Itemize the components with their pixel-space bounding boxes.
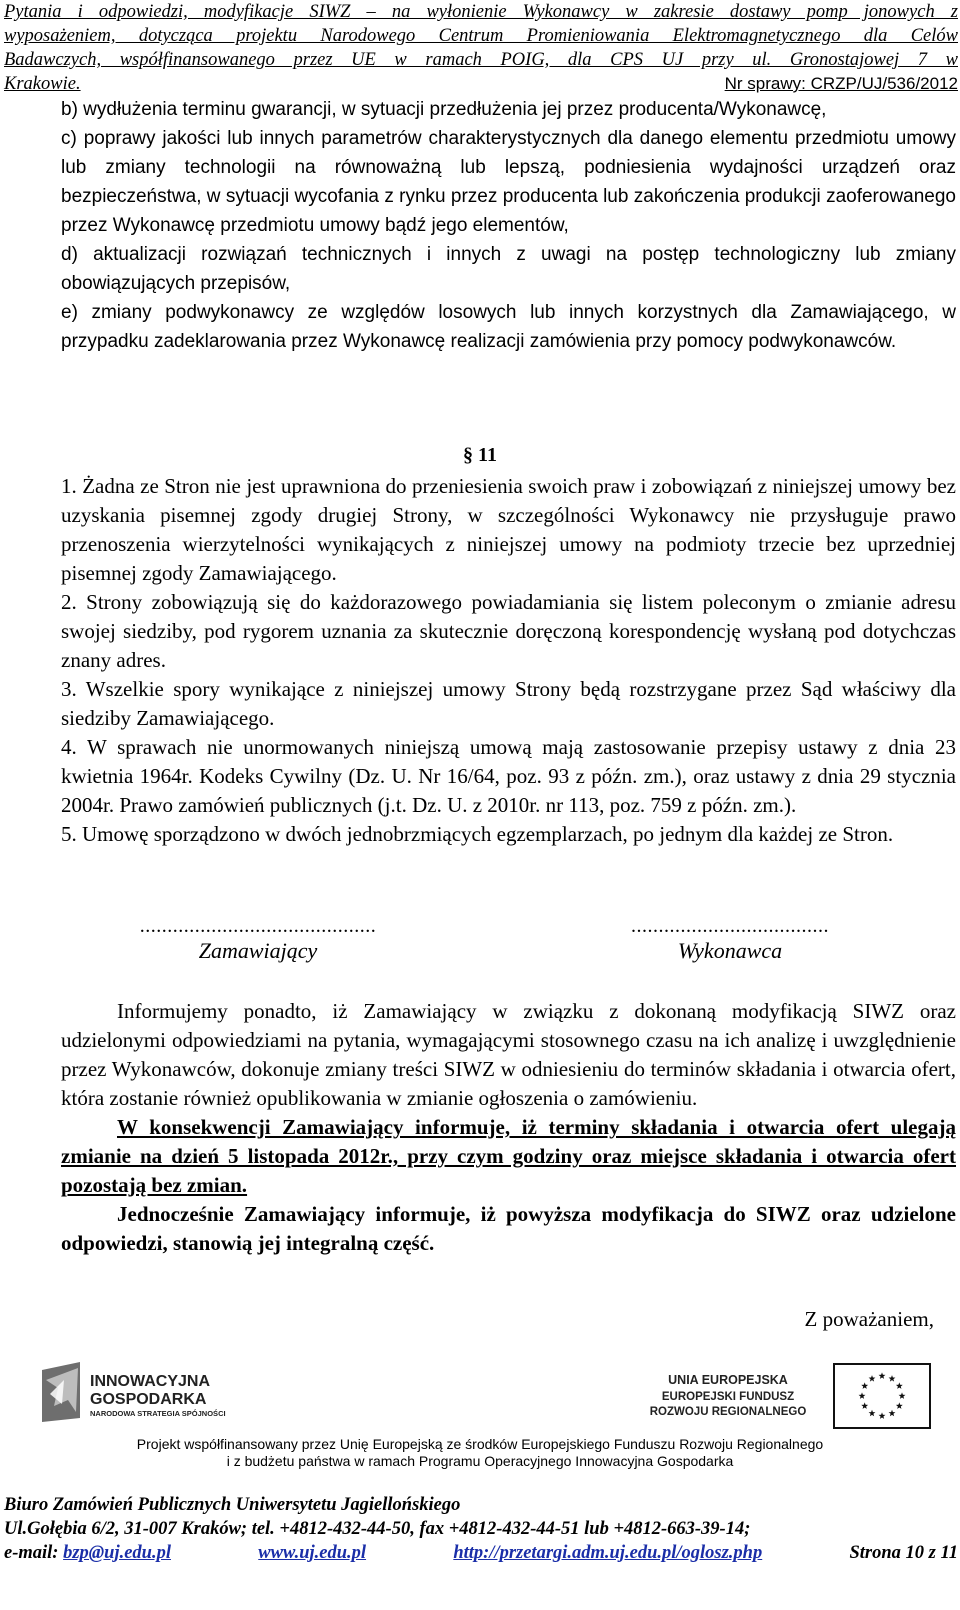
paragraph: 5. Umowę sporządzono w dwóch jednobrzmiących egzemplarzach, po jednym dla każdej ze Stron.	[61, 822, 894, 846]
signature-zamawiajacy	[133, 915, 383, 964]
funding-note	[0, 1436, 960, 1470]
email-label: e-mail:	[4, 1543, 59, 1563]
list-item: b) wydłużenia terminu gwarancji, w sytuacji przedłużenia jej przez producenta/Wykonawcę,	[61, 99, 827, 120]
logo-text: GOSPODARKA	[90, 1391, 207, 1408]
website-link[interactable]: www.uj.edu.pl	[258, 1543, 367, 1563]
tender-link[interactable]: http://przetargi.adm.uj.edu.pl/oglosz.php	[453, 1543, 763, 1563]
section-heading: § 11	[463, 444, 497, 466]
header-line: wyposażeniem, dotycząca projektu Narodowego Centrum Promieniowania Elektromagnetycznego dla Celów	[4, 26, 958, 46]
header-last-line	[4, 72, 958, 96]
regards: Z poważaniem,	[804, 1307, 934, 1331]
office-address: Ul.Gołębia 6/2, 31-007 Kraków; tel. +4812-432-44-50, fax +4812-432-44-51 lub +4812-663-39-14;	[4, 1519, 751, 1539]
ig-emblem-icon	[42, 1362, 80, 1422]
amendment-list	[61, 95, 956, 356]
list-item: c) poprawy jakości lub innych parametrów charakterystycznych dla danego elementu przedmiotu umowy lub zmiany technologii na równoważną lub lepszą, podniesienia wydajności urządzeń oraz bezpieczeństwa, w sytuacji wycofania z rynku przez producenta lub zakończenia produkcji zaoferowanego przez Wykonawcę przedmiotu umowy bądź jego elementów,	[61, 128, 956, 236]
funding-note-line: Projekt współfinansowany przez Unię Europejską ze środków Europejskiego Funduszu Rozwoju Regionalnego	[136, 1436, 824, 1452]
footer-links	[4, 1541, 958, 1565]
funding-note-line: i z budżetu państwa w ramach Programu Operacyjnego Innowacyjna Gospodarka	[226, 1453, 734, 1469]
signature-line: ...........................................	[139, 915, 377, 937]
document-header	[4, 0, 958, 96]
closing-section	[61, 997, 956, 1258]
logo-text: NARODOWA STRATEGIA SPÓJNOŚCI	[90, 1409, 226, 1418]
deadline-change-paragraph: W konsekwencji Zamawiający informuje, iż terminy składania i otwarcia ofert ulegają zmianie na dzień 5 listopada 2012r., przy czym godziny oraz miejsce składania i otwarcia ofert pozostają bez zmian.	[61, 1115, 956, 1197]
signature-line: ....................................	[631, 915, 829, 937]
integral-part-paragraph: Jednocześnie Zamawiający informuje, iż powyższa modyfikacja do SIWZ oraz udzielone odpowiedzi, stanowią jej integralną część.	[61, 1202, 956, 1255]
signature-role: Zamawiający	[198, 938, 318, 963]
signature-role: Wykonawca	[677, 938, 783, 963]
info-paragraph: Informujemy ponadto, iż Zamawiający w związku z dokonaną modyfikacją SIWZ oraz udzielonymi odpowiedziami na pytania, wymagającymi stosownego czasu na ich analizę i uwzględnienie przez Wykonawców, dokonuje zmiany treści SIWZ w odniesieniu do terminów składania i otwarcia ofert, która zostanie również opublikowania w zmianie ogłoszenia o zamówieniu.	[61, 999, 956, 1110]
paragraph: 1. Żadna ze Stron nie jest uprawniona do przeniesienia swoich praw i zobowiązań z niniejszej umowy bez uzyskania pisemnej zgody drugiej Strony, w szczególności Wykonawcy nie przysługuje prawo przenoszenia wierzytelności wynikających z niniejszej umowy na podmioty trzecie bez uprzedniej pisemnej zgody Zamawiającego.	[61, 474, 956, 585]
paragraph: 3. Wszelkie spory wynikające z niniejszej umowy Strony będą rozstrzygane przez Sąd właściwy dla siedziby Zamawiającego.	[61, 677, 956, 730]
paragraph: 4. W sprawach nie unormowanych niniejszą umową mają zastosowanie przepisy ustawy z dnia 23 kwietnia 1964r. Kodeks Cywilny (Dz. U. Nr 16/64, poz. 93 z późn. zm.), oraz ustawy z dnia 29 stycznia 2004r. Prawo zamówień publicznych (j.t. Dz. U. z 2010r. nr 113, poz. 759 z późn. zm.).	[61, 735, 956, 817]
page-number: Strona 10 z 11	[849, 1543, 958, 1563]
logo-text: UNIA EUROPEJSKA	[668, 1373, 788, 1387]
header-line: Krakowie.	[4, 74, 81, 94]
paragraph: 2. Strony zobowiązują się do każdorazowego powiadamiania się listem poleconym o zmianie adresu swojej siedziby, pod rygorem uznania za skutecznie doręczoną korespondencję wysłaną pod dotychczas znany adres.	[61, 590, 956, 672]
logo-text: INNOWACYJNA	[90, 1373, 211, 1390]
section-paragraphs	[61, 472, 956, 849]
innowacyjna-gospodarka-logo	[40, 1360, 270, 1424]
email-link[interactable]: bzp@uj.edu.pl	[63, 1543, 171, 1563]
eu-erdf-logo	[650, 1362, 935, 1430]
office-name: Biuro Zamówień Publicznych Uniwersytetu Jagiellońskiego	[4, 1495, 461, 1515]
logo-text: ROZWOJU REGIONALNEGO	[650, 1406, 807, 1418]
signature-wykonawca	[615, 915, 845, 964]
document-footer	[4, 1493, 958, 1565]
list-item: e) zmiany podwykonawcy ze względów losowych lub innych korzystnych dla Zamawiającego, w przypadku zadeklarowania przez Wykonawcę realizacji zamówienia przy pomocy podwykonawców.	[61, 302, 956, 352]
eu-flag-icon	[834, 1364, 930, 1428]
list-item: d) aktualizacji rozwiązań technicznych i innych z uwagi na postęp technologiczny lub zmiany obowiązujących przepisów,	[61, 244, 956, 294]
logo-text: EUROPEJSKI FUNDUSZ	[661, 1391, 795, 1403]
case-number: Nr sprawy: CRZP/UJ/536/2012	[724, 74, 958, 93]
email-group	[4, 1541, 171, 1565]
header-line: Pytania i odpowiedzi, modyfikacje SIWZ – na wyłonienie Wykonawcy w zakresie dostawy pomp jonowych z	[4, 2, 958, 22]
header-line: Badawczych, współfinansowanego przez UE w ramach POIG, dla CPS UJ przy ul. Gronostajowej 7 w	[4, 50, 958, 70]
